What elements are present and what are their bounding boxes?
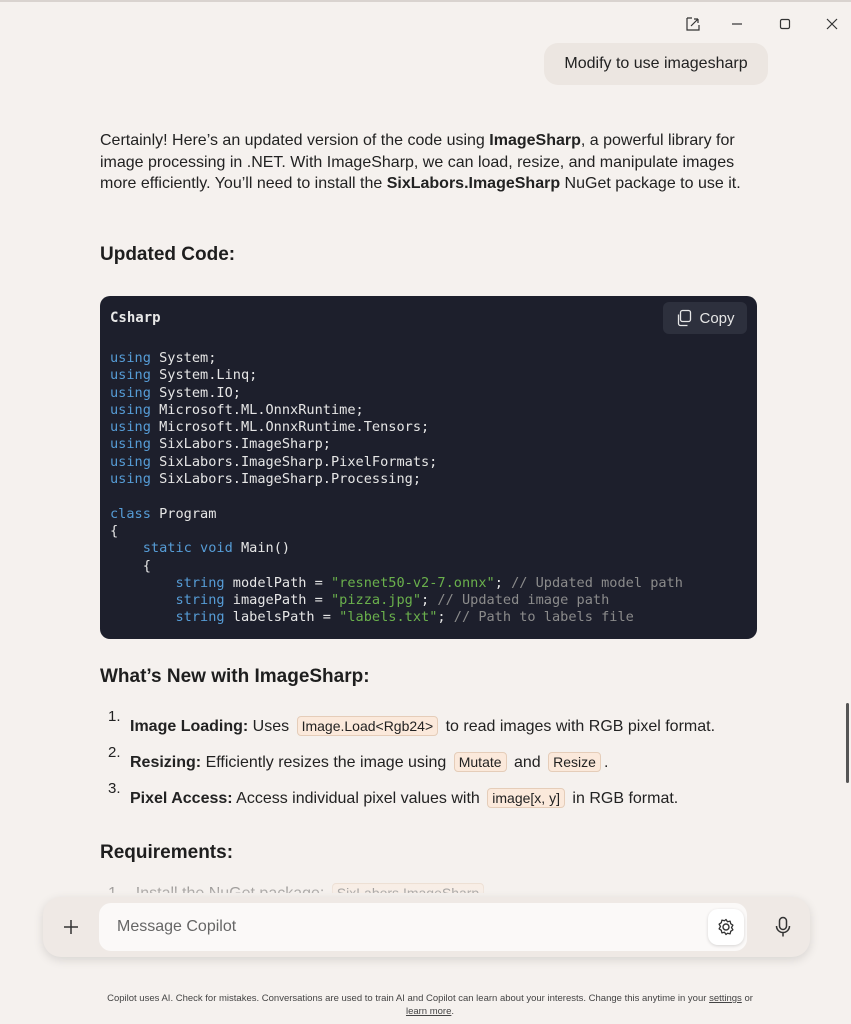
code-line: [110, 454, 437, 470]
code-token: class: [110, 505, 151, 522]
intro-bold-term: SixLabors.ImageSharp: [386, 175, 561, 192]
code-token: using: [110, 471, 151, 488]
code-token: System.IO;: [150, 384, 241, 401]
close-icon[interactable]: [809, 8, 851, 40]
inline-code-chip: Mutate: [454, 752, 507, 772]
code-token: ;: [494, 574, 512, 591]
code-token: string: [175, 592, 225, 609]
code-token: {: [110, 522, 119, 539]
code-token: void: [200, 540, 233, 557]
code-token: [110, 575, 175, 591]
code-token: [110, 609, 175, 625]
code-line: [110, 436, 331, 452]
item-number: 2.: [108, 744, 121, 761]
intro-bold-term: ImageSharp: [489, 132, 581, 149]
code-token: "labels.txt": [339, 609, 438, 626]
code-token: SixLabors.ImageSharp.Processing;: [150, 471, 421, 488]
code-line: [110, 523, 118, 539]
item-content: [130, 752, 608, 772]
code-token: System.Linq;: [150, 367, 258, 384]
code-token: using: [110, 350, 151, 366]
code-token: // Updated model path: [511, 574, 683, 591]
copy-code-button[interactable]: [663, 302, 747, 334]
message-composer: [43, 897, 810, 957]
maximize-icon[interactable]: [762, 8, 808, 40]
minimize-icon[interactable]: [714, 8, 760, 40]
code-content: [110, 350, 683, 627]
item-text: Uses: [248, 718, 294, 735]
item-title: Image Loading:: [130, 718, 249, 735]
code-token: Microsoft.ML.OnnxRuntime.Tensors;: [150, 419, 430, 436]
code-line: [110, 540, 290, 556]
code-token: Program: [150, 505, 217, 522]
whats-new-item: [100, 780, 780, 816]
code-token: modelPath =: [224, 574, 331, 591]
code-line: [110, 575, 683, 591]
code-language-label: Csharp: [110, 310, 161, 326]
item-text: Access individual pixel values with: [232, 790, 485, 807]
message-input[interactable]: [99, 903, 747, 951]
inline-code-chip: image[x, y]: [487, 788, 565, 808]
code-token: "pizza.jpg": [331, 592, 422, 609]
code-token: SixLabors.ImageSharp;: [150, 436, 331, 453]
item-content: [130, 716, 715, 736]
code-token: ;: [437, 609, 454, 626]
whats-new-item: [100, 708, 780, 744]
copy-icon: [675, 309, 693, 327]
learn-more-link[interactable]: learn more: [405, 1006, 452, 1017]
item-text: Efficiently resizes the image using: [201, 754, 451, 771]
code-token: Main(): [232, 540, 291, 557]
code-token: labelsPath =: [224, 609, 340, 626]
code-line: [110, 419, 429, 435]
code-token: string: [175, 574, 225, 591]
intro-text: Certainly! Here’s an updated version of the code using: [100, 132, 490, 149]
whats-new-item: [100, 744, 780, 780]
item-text: in RGB format.: [567, 790, 679, 807]
code-token: [110, 592, 175, 608]
item-number: 3.: [108, 780, 121, 797]
settings-link[interactable]: settings: [709, 993, 742, 1004]
footer-text: Copilot uses AI. Check for mistakes. Conversations are used to train AI and Copilot can learn about your interests. Change this anytime in your: [107, 993, 710, 1004]
code-token: using: [110, 401, 151, 418]
item-text: and: [509, 754, 546, 771]
footer-end: .: [451, 1006, 455, 1017]
pop-out-icon[interactable]: [670, 8, 716, 40]
code-token: [110, 540, 143, 556]
heading-updated-code: Updated Code:: [100, 244, 236, 265]
scrollbar-thumb[interactable]: [846, 703, 849, 783]
code-token: "resnet50-v2-7.onnx": [331, 574, 495, 591]
copy-label: Copy: [699, 309, 735, 327]
code-line: [110, 592, 609, 608]
item-title: Resizing:: [130, 754, 202, 771]
heading-requirements: Requirements:: [100, 842, 234, 863]
intro-text: NuGet package to use it.: [560, 175, 741, 192]
item-text: to read images with RGB pixel format.: [441, 718, 716, 735]
item-title: Pixel Access:: [130, 790, 233, 807]
code-token: static: [142, 540, 192, 557]
microphone-icon[interactable]: [765, 909, 801, 945]
settings-gear-icon[interactable]: [708, 909, 744, 945]
code-line: [110, 367, 257, 383]
code-token: using: [110, 367, 151, 384]
code-line: [110, 402, 364, 418]
item-number: 1.: [108, 708, 121, 725]
code-line: [110, 385, 241, 401]
intro-text: , a powerful library for image processing in .NET. With ImageSharp, we can load, resize, and manipulate images more efficiently. You’ll need to install the: [100, 132, 735, 192]
code-token: Microsoft.ML.OnnxRuntime;: [150, 401, 364, 418]
whats-new-list: [100, 708, 780, 816]
code-token: SixLabors.ImageSharp.PixelFormats;: [150, 453, 438, 470]
user-message-text: Modify to use imagesharp: [564, 55, 748, 72]
code-token: imagePath =: [224, 592, 331, 609]
code-token: // Updated image path: [437, 592, 610, 609]
code-line: [110, 609, 634, 625]
plus-icon[interactable]: [53, 909, 89, 945]
inline-code-chip: Image.Load<Rgb24>: [297, 716, 439, 736]
item-content: [130, 788, 678, 808]
heading-whats-new: What’s New with ImageSharp:: [100, 666, 370, 687]
code-token: using: [110, 419, 151, 436]
code-line: [110, 471, 421, 487]
window-border: [0, 0, 851, 2]
code-line: [110, 558, 151, 574]
code-token: using: [110, 453, 151, 470]
code-token: ;: [421, 592, 438, 609]
code-token: [192, 540, 200, 556]
code-token: System;: [150, 350, 217, 366]
code-token: string: [175, 609, 225, 626]
item-text: .: [603, 754, 609, 771]
code-block: [100, 296, 757, 639]
user-message-bubble: [544, 43, 768, 85]
code-token: // Path to labels file: [453, 609, 634, 626]
code-token: using: [110, 436, 151, 453]
assistant-response: [100, 130, 760, 195]
footer-disclaimer: [80, 992, 780, 1018]
code-token: using: [110, 384, 151, 401]
code-token: {: [110, 557, 151, 574]
code-line: [110, 506, 216, 522]
response-intro: [100, 130, 760, 195]
code-line: [110, 350, 216, 366]
footer-or: or: [741, 993, 753, 1004]
inline-code-chip: Resize: [548, 752, 601, 772]
